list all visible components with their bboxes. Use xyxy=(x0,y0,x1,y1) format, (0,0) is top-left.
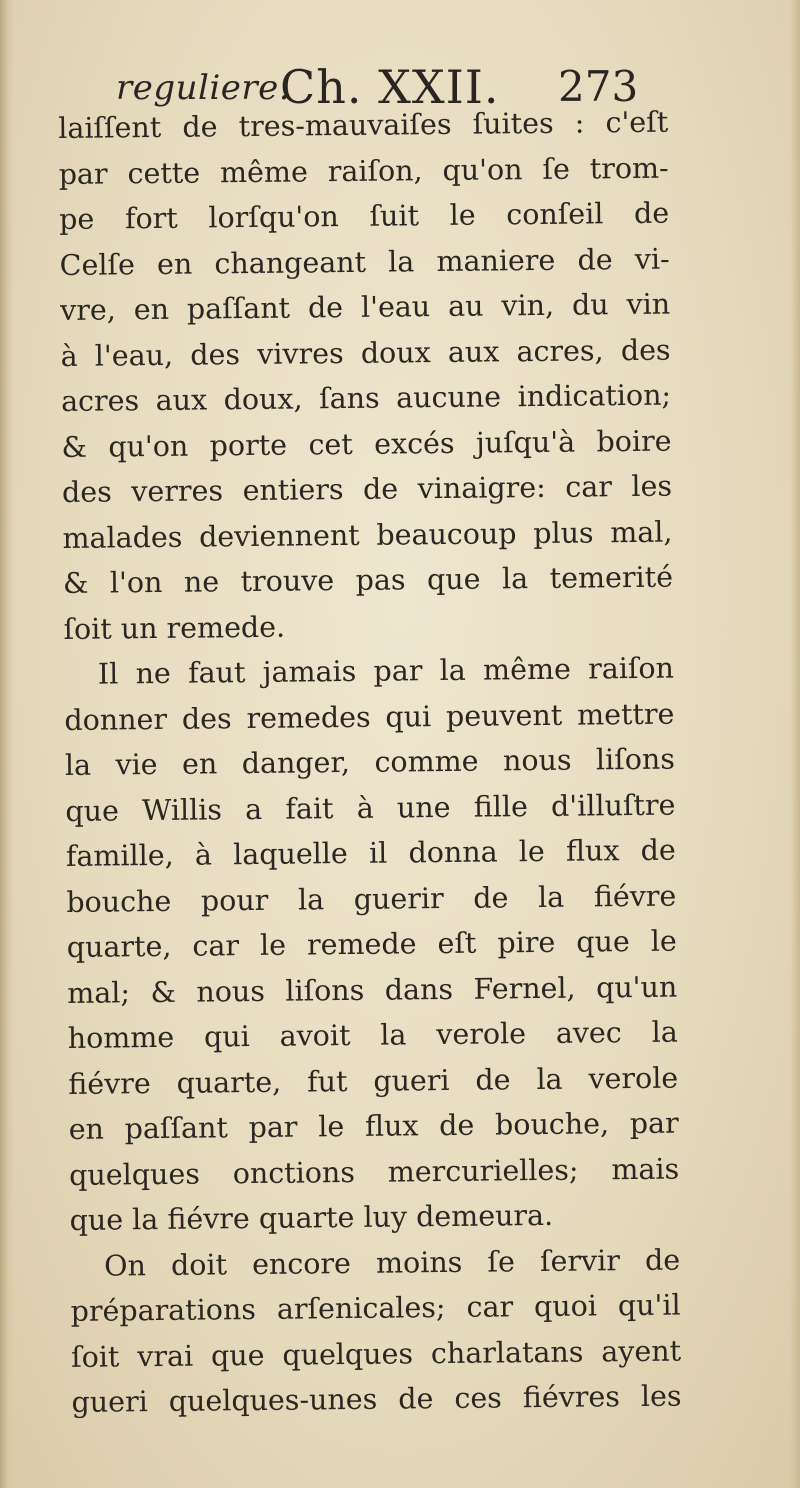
text-line: laiſſent de tres-mauvaiſes ſuites : c'eſt xyxy=(58,105,669,145)
text-line: préparations arſenicales; car quoi qu'il xyxy=(70,1288,681,1328)
text-line: bouche pour la guerir de la fiévre xyxy=(66,879,677,919)
text-line: en paſſant par le flux de bouche, par xyxy=(68,1106,679,1146)
text-line: quelques onctions mercurielles; mais xyxy=(69,1152,680,1192)
chapter-heading: Ch. XXII. xyxy=(280,60,500,114)
text-line: Il ne faut jamais par la même raiſon xyxy=(97,651,675,691)
text-line: fiévre quarte, fut gueri de la verole xyxy=(68,1061,679,1101)
page-edge-shadow xyxy=(790,0,800,1488)
text-line: ſoit un remede. xyxy=(63,610,286,646)
text-line: gueri quelques-unes de ces fiévres les xyxy=(71,1379,682,1419)
text-line: acres aux doux, ſans aucune indication; xyxy=(60,378,672,418)
text-line: des verres entiers de vinaigre: car les xyxy=(61,469,673,509)
text-line: ſoit vrai que quelques charlatans ayent xyxy=(70,1334,682,1374)
text-line: que la fiévre quarte luy demeura. xyxy=(69,1198,554,1237)
text-line: quarte, car le remede eſt pire que le xyxy=(66,924,677,964)
page-number: 273 xyxy=(558,62,639,111)
text-line: donner des remedes qui peuvent mettre xyxy=(64,697,675,737)
body-text xyxy=(58,100,682,1426)
text-line: & l'on ne trouve pas que la temerité xyxy=(62,560,674,600)
text-line: la vie en danger, comme nous liſons xyxy=(64,742,676,782)
text-line: homme qui avoit la verole avec la xyxy=(67,1015,678,1055)
text-line: malades deviennent beaucoup plus mal, xyxy=(62,515,673,555)
text-line: que Willis a fait à une fille d'illuſtre xyxy=(65,788,676,828)
running-title: reguliere. xyxy=(116,68,291,108)
text-line: à l'eau, des vivres doux aux acres, des xyxy=(60,333,671,373)
page-gutter-shadow xyxy=(0,0,14,1488)
text-line: On doit encore moins ſe ſervir de xyxy=(103,1243,681,1283)
text-line: vre, en paſſant de l'eau au vin, du vin xyxy=(59,287,671,327)
text-line: par cette même raiſon, qu'on ſe trom- xyxy=(58,151,669,191)
text-line: Celſe en changeant la maniere de vi- xyxy=(59,242,670,282)
text-line: & qu'on porte cet excés juſqu'à boire xyxy=(61,424,672,464)
text-line: famille, à laquelle il donna le flux de xyxy=(65,833,676,873)
text-line: mal; & nous liſons dans Fernel, qu'un xyxy=(67,970,678,1010)
text-line: pe fort lorſqu'on ſuit le conſeil de xyxy=(59,196,670,236)
